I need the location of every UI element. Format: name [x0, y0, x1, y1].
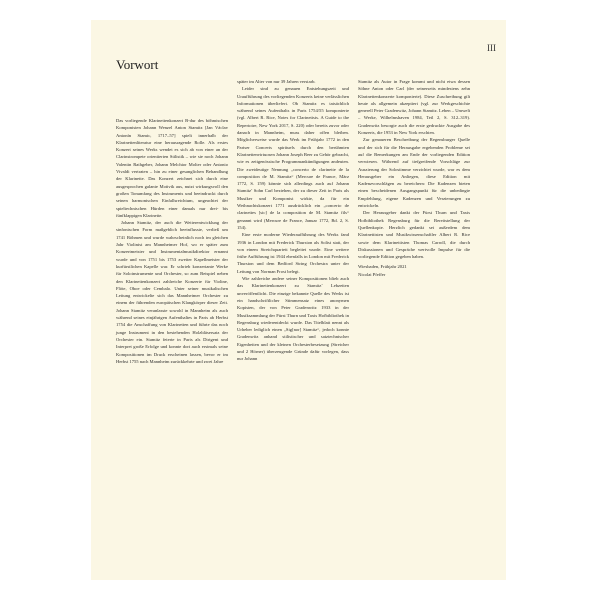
- page-number: III: [487, 43, 496, 53]
- paragraph: Der Herausgeber dankt der Fürst Thurn und Taxis Hofbibliothek Regensburg für die Bereitstellung der Quellenkopie. Herzlich gedankt sei außerdem dem Klarinettisten und Musikwissenschaftler Albert R. Rice sowie dem Klarinettisten Thomas Carroll, die durch Diskussionen und Gespräche wertvolle Impulse für die vorliegende Edition gegeben haben.: [358, 210, 470, 260]
- paragraph: Johann Stamitz, der auch die Weiterentwicklung der sinfonischen Form maßgeblich beeinflusste, verließ um 1741 Böhmen und wurde wahrscheinlich noch im gleichen Jahr Violinist am Mannheimer Hof, wo er später zum Konzertmeister und Instrumentalmusikdirektor ernannt wurde und von 1751 bis 1753 zweiter Kapellmeister der kurfürstlichen Kapelle war. Er schrieb konzertante Werke für Soloinstrumente und Orchester, so zum Beispiel neben den Klarinettenkonzert zahlreiche Konzerte für Violine, Flöte, Oboe oder Cembalo. Unter seiner musikalischen Leitung entwickelte sich das Mannheimer Orchester zu einem der führenden europäischen Klangkörper dieser Zeit. Johann Stamitz veranlasste sowohl in Mannheim als auch während seines einjährigen Aufenthaltes in Paris ab Herbst 1754 die Anschaffung von Klarinetten und führte das noch junge Instrument in den bestehenden Holzbläsersatz der Orchester ein. Stamitz feierte in Paris als Dirigent und Interpret große Erfolge und konnte dort auch erstmals seine Kompositionen im Druck erscheinen lassen, bevor er im Herbst 1755 nach Mannheim zurückkehrte und zwei Jahre: [116, 220, 228, 364]
- paragraph: Das vorliegende Klarinettenkonzert B-dur des böhmischen Komponisten Johann Wenzel Anton Stamitz [Jan Václav Antonín Stamic, 1717–57] spielt innerhalb der Klarinettenliteratur eine herausragende Rolle. Als erstes Konzert seines Werks wendet es sich ab von einer an der Clarinstrompete orientierten Stilistik – wie sie noch Johann Valentin Rathgeber, Johann Melchior Molter oder Antonio Vivaldi vertraten – hin zu einer gesanglichen Behandlung der Klarinette. Das Konzert zeichnet sich durch eine ausgesprochen galante Motivik aus, nutzt wirkungsvoll den großen Tonumfang des Instruments und beeindruckt durch seinen harmonischen Einfallsreichtum, ungeachtet der spieltechnischen Hürden einer damals nur drei- bis fünfklappigen Klarinette.: [116, 118, 228, 218]
- paragraph: Wie zahlreiche andere seiner Kompositionen blieb auch das Klarinettenkonzert zu Stamitz’ Lebzeiten unveröffentlicht. Die einzige bekannte Quelle des Werks ist ein handschriftlicher Stimmensatz eines anonymen Kopisten, der von Peter Gradenwitz 1933 in der Musiksammlung der Fürst Thurn und Taxis Hofbibliothek in Regensburg wiederentdeckt wurde. Das Titelblatt nennt als Urheber lediglich einen „Sig[nor] Stamitz“, jedoch konnte Gradenwitz anhand stilistischer und satztechnischer Eigenheiten und der kleinen Orchesterbesetzung (Streicher und 2 Hörner) überzeugende Gründe dafür vorlegen, dass nur Johann: [237, 276, 349, 362]
- page-title: Vorwort: [116, 57, 159, 72]
- text-column-1: [116, 117, 228, 365]
- paragraph: Eine erste moderne Wiederaufführung des Werks fand 1936 in London mit Frederick Thurston als Solist statt, der von einem Streichquartett begleitet wurde. Eine weitere frühe Aufführung ist 1944 ebenfalls in London mit Frederick Thurston und dem Bedford String Orchestra unter der Leitung von Norman Frost belegt.: [237, 232, 349, 274]
- text-column-3: [358, 78, 470, 278]
- paragraph: Stamitz als Autor in Frage kommt und nicht etwa dessen Söhne Anton oder Carl (der seinerseits mindestens zehn Klarinettenkonzerte komponierte). Diese Zuschreibung gilt heute als allgemein akzeptiert (vgl. zur Werkgeschichte generell Peter Gradenwitz, Johann Stamitz. Leben – Umwelt – Werke, Wilhelmshaven 1984, Teil 2, S. 312–319). Gradenwitz besorgte auch die erste gedruckte Ausgabe des Konzerts, die 1953 in New York erschien.: [358, 79, 470, 136]
- paragraph: später im Alter von nur 39 Jahren verstarb.: [237, 79, 316, 84]
- paragraph: Zur genaueren Beschreibung der Regensburger Quelle und der sich für die Herausgabe ergebenden Probleme sei auf die Bemerkungen am Ende der vorliegenden Edition verwiesen. Während auf tiefgreifende Vorschläge zur Auszierung der Solostimme verzichtet wurde, war es dem Herausgeber ein Anliegen, diese Edition mit Kadenzvorschlägen zu bereichern: Die Kadenzen bieten einen bescheidenen Ausgangspunkt für die unbedingte Empfehlung, eigene Kadenzen und Verzierungen zu entwickeln.: [358, 137, 470, 209]
- text-column-2: [237, 78, 349, 363]
- signature: Wiesbaden, Frühjahr 2021 Nicolai Pfeffer: [358, 264, 407, 277]
- score-preface-page: [91, 20, 506, 580]
- paragraph: Leider sind zu genauen Entstehungszeit und Uraufführung des vorliegenden Konzerts keine verlässlichen Informationen überliefert. Ob Stamitz es tatsächlich während seines Aufenthalts in Paris 1754/55 komponierte (vgl. Albert R. Rice, Notes for Clarinetists. A Guide to the Repertoire, New York 2017, S. 220) oder bereits zuvor oder danach in Mannheim, muss daher offen bleiben. Möglicherweise wurde das Werk im Frühjahr 1772 in den Pariser Concerts spirituels durch den berühmten Klarinettenvirtuosen Johann Joseph Beer zu Gehör gebracht, wie es zeitgenössische Programmankündigungen andeuten. Die zweideutige Nennung „concerto de clarinette de la composition de M. Stamitz“ (Mercure de France, März 1772, S. 159) könnte sich allerdings auch auf Johann Stamitz’ Sohn Carl beziehen, der zu dieser Zeit in Paris als Musiker und Komponist wirkte, da für ein Weihnachtskonzert 1771 ausdrücklich ein „concerto de clarinettes [sic] de la composition de M. Stamitz fils“ genannt wird (Mercure de France, Januar 1772, Bd. 2, S. 154).: [237, 86, 349, 230]
